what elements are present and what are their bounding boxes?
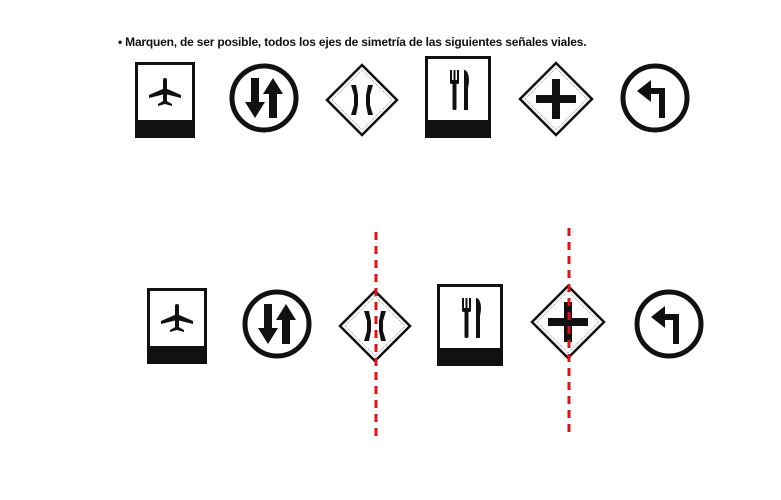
bullet: • [118, 35, 123, 49]
symmetry-axis-narrow-bridge [372, 232, 380, 438]
two-way-traffic-sign-answer[interactable] [241, 288, 313, 360]
two-way-arrows-icon [241, 288, 313, 360]
symmetry-axis-crossroads [565, 228, 573, 436]
fork-knife-icon [437, 284, 503, 366]
left-turn-sign-answer[interactable] [633, 288, 705, 360]
airplane-icon [147, 288, 207, 364]
instruction-label: Marquen, de ser posible, todos los ejes de simetría de las siguientes señales viales. [125, 35, 587, 49]
restaurant-sign-answer[interactable] [437, 284, 503, 366]
turn-left-arrow-icon [633, 288, 705, 360]
airport-sign-answer[interactable] [147, 288, 207, 364]
